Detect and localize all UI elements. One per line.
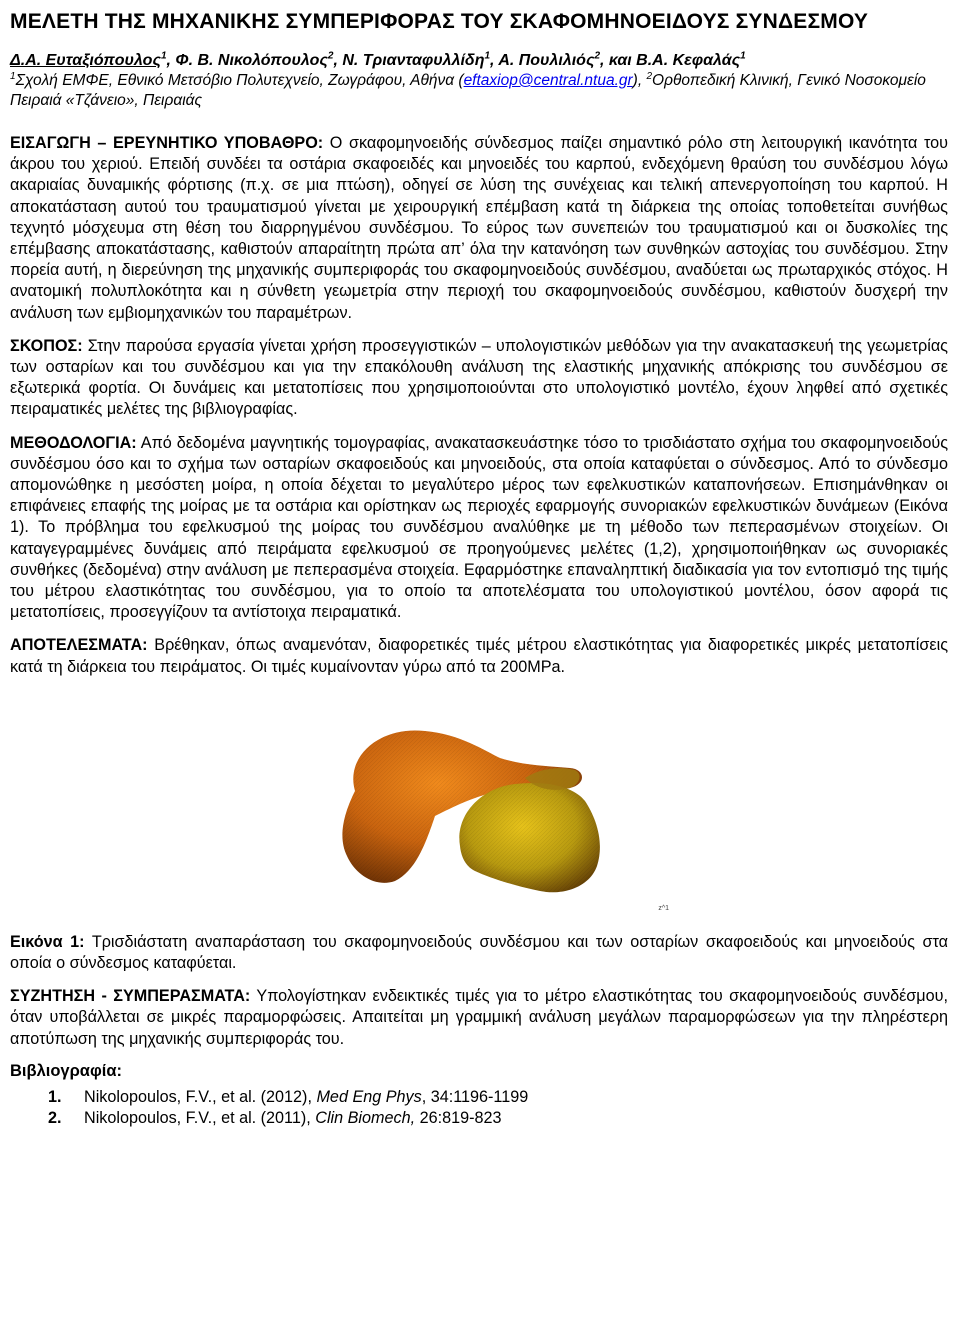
discussion-text: Υπολογίστηκαν ενδεικτικές τιμές για το μέτρο ελαστικότητας του σκαφομηνοειδούς συνδέσμου, όταν υποβάλλεται σε μικρές παραμορφώσεις. Απαιτείται μη γραμμική ανάλυση μεγάλων παραμορφώσεων για την πληρέστερη αποτύπωση της μηχανικής συμπεριφοράς του. [10, 987, 948, 1048]
aim-heading: ΣΚΟΠΟΣ: [10, 336, 83, 355]
affiliations: $^1$Σχολή ΕΜΦΕ, Εθνικό Μετσόβιο Πολυτεχνείο, Ζωγράφου, Αθήνα (eftaxiop@central.ntua.gr), $^2$Ορθοπεδική Κλινική, Γενικό Νοσοκομείο Πειραιά «Τζάνειο», Πειραιάς [10, 70, 926, 109]
reference-item: 1. Nikolopoulos, F.V., et al. (2012), Med Eng Phys, 34:1196-1199 [66, 1087, 948, 1108]
author-5: , και Β.Α. Κεφαλάς [600, 52, 741, 69]
author-1: Δ.Α. Ευταξιόπουλος [10, 52, 161, 69]
author-2: , Φ. Β. Νικολόπουλος [166, 52, 328, 69]
figure-caption [10, 932, 948, 974]
results-heading: ΑΠΟΤΕΛΕΣΜΑΤΑ: [10, 636, 148, 655]
author-3: , Ν. Τριανταφυλλίδη [333, 52, 485, 69]
paper-title: ΜΕΛΕΤΗ ΤΗΣ ΜΗΧΑΝΙΚΗΣ ΣΥΜΠΕΡΙΦΟΡΑΣ ΤΟΥ ΣΚΑΦΟΜΗΝΟΕΙΔΟΥΣ ΣΥΝΔΕΣΜΟΥ [10, 10, 869, 33]
bone-model-illustration [285, 696, 675, 916]
section-introduction [10, 133, 948, 324]
aim-text: Στην παρούσα εργασία γίνεται χρήση προσεγγιστικών – υπολογιστικών μεθόδων για την ανακατασκευή της γεωμετρίας των οσταρίων και του συνδέσμου και για την επακόλουθη ανάλυση της ελαστικής μηχανικής απόκρισης του συνδέσμου σε εξωτερικά φορτία. Οι δυνάμεις και μετατοπίσεις που χρησιμοποιούνται στο υπολογιστικό μοντέλο, έχουν ληφθεί από σχετικές πειραματικές μελέτες της βιβλιογραφίας. [10, 336, 948, 419]
methodology-heading: ΜΕΘΟΔΟΛΟΓΙΑ: [10, 433, 137, 452]
author-list: Δ.Α. Ευταξιόπουλος$^1$, Φ. Β. Νικολόπουλος$^2$, Ν. Τριανταφυλλίδη$^1$, Α. Πουλιλιός$^2$, και Β.Α. Κεφαλάς$^1$ [10, 50, 746, 69]
author-4: , Α. Πουλιλιός [490, 52, 595, 69]
figure-corner-mark: z^1 [658, 904, 669, 912]
references-list [10, 1087, 948, 1129]
section-results [10, 635, 948, 677]
section-aim [10, 336, 948, 421]
paper-page [10, 0, 948, 1129]
methodology-text: Από δεδομένα μαγνητικής τομογραφίας, ανακατασκευάστηκε τόσο το τρισδιάστατο σχήμα του σκαφομηνοειδούς συνδέσμου όσο και το σχήμα των οσταρίων σκαφοειδούς και μηνοειδούς, στα οποία καταφύεται ο σύνδεσμος. Από το σύνδεσμο απομονώθηκε η μεσόστεη μοίρα, η οποία δέχεται το μεγαλύτερο μέρος των εφελκυστικών καταπονήσεων. Επισημάνθηκαν οι επιφάνειες επαφής της μοίρας με τα οστάρια και ορίστηκαν ως περιοχές εφαρμογής συνοριακών εφελκυστικών δυνάμεων (Εικόνα 1). Το πρόβλημα του εφελκυσμού της μοίρας του συνδέσμου αναλύθηκε με τη μέθοδο των πεπερασμένων στοιχείων. Οι καταγεγραμμένες δυνάμεις από πειράματα εφελκυσμού σε προηγούμενες μελέτες (1,2), χρησιμοποιήθηκαν ως συνοριακές συνθήκες (δεδομένα) στην ανάλυση με πεπερασμένα στοιχεία. Εφαρμόστηκε επαναληπτική διαδικασία για τον εντοπισμό της τιμής του μέτρου ελαστικότητας του συνδέσμου, για το οποίο τα αποτελέσματα του υπολογιστικού μοντέλου, όσον αφορά τις μετατοπίσεις, προσεγγίζουν τα αντίστοιχα πειραματικά. [10, 433, 948, 622]
journal-name: Med Eng Phys [316, 1087, 422, 1106]
journal-name: Clin Biomech, [315, 1108, 416, 1127]
caption-heading: Εικόνα 1: [10, 932, 85, 951]
section-discussion [10, 986, 948, 1050]
caption-text: Τρισδιάστατη αναπαράσταση του σκαφομηνοειδούς συνδέσμου και των οσταρίων σκαφοειδούς και μηνοειδούς στα οποία ο σύνδεσμος καταφύεται. [10, 932, 948, 973]
results-text: Βρέθηκαν, όπως αναμενόταν, διαφορετικές τιμές μέτρου ελαστικότητας για διαφορετικές μικρές μετατοπίσεις κατά τη διάρκεια του πειράματος. Οι τιμές κυμαίνονταν γύρω από τα 200MPa. [10, 636, 948, 676]
discussion-heading: ΣΥΖΗΤΗΣΗ - ΣΥΜΠΕΡΑΣΜΑΤΑ: [10, 987, 251, 1006]
introduction-heading: ΕΙΣΑΓΩΓΗ – ΕΡΕΥΝΗΤΙΚΟ ΥΠΟΒΑΘΡΟ: [10, 134, 324, 152]
figure-1-bone-model [285, 696, 675, 916]
section-methodology [10, 433, 948, 624]
introduction-text: Ο σκαφομηνοειδής σύνδεσμος παίζει σημαντικό ρόλο στη λειτουργική ικανότητα του άκρου του χεριού. Επειδή συνδέει τα οστάρια σκαφοειδές και μηνοειδές του καρπού, ενδεχόμενη θραύση του συνδέσμου λόγω ακαριαίας δυναμικής φόρτισης (π.χ. σε μια πτώση), οδηγεί σε λύση της συνέχειας και τελική απενεργοποίηση του καρπού. Η αποκατάσταση αυτού του τραυματισμού γίνεται με χειρουργική επέμβαση κατά τη διάρκεια της οποίας τοποθετείται συνήθως τεχνητό μόσχευμα στη θέση του διαρρηγμένου συνδέσμου. Το εύρος των συνεπειών του τραυματισμού και οι δυσκολίες της επέμβασης αποκατάστασης, καθιστούν απαραίτητη πρώτα απ’ όλα την κατανόηση των συνθηκών αστοχίας του συνδέσμου. Στην πορεία αυτή, η διερεύνηση της μηχανικής συμπεριφοράς του σκαφομηνοειδούς συνδέσμου, αναδύεται ως πρωταρχικός στόχος. Η ανατομική πολυπλοκότητα και η σύνθετη γεωμετρία στην περιοχή του σκαφομηνοειδούς συνδέσμου, καθιστούν δυσχερή την ανάλυση των εμβιομηχανικών του παραμέτρων. [10, 134, 948, 322]
email-link[interactable]: eftaxiop@central.ntua.gr [463, 72, 633, 89]
reference-item: 2. Nikolopoulos, F.V., et al. (2011), Clin Biomech, 26:819-823 [66, 1108, 948, 1129]
references-heading: Βιβλιογραφία: [10, 1061, 122, 1080]
